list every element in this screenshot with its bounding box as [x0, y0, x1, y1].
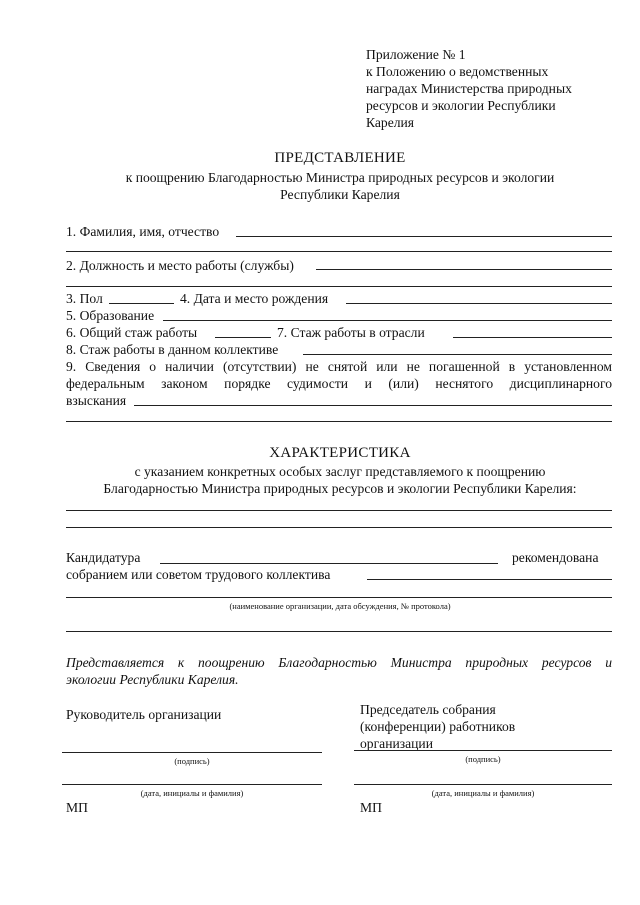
candidacy-collective-label: собранием или советом трудового коллектива [66, 567, 331, 582]
chairman-signature-line[interactable] [354, 750, 612, 751]
head-signature-line[interactable] [62, 752, 322, 753]
appendix-line: наградах Министерства природных [366, 81, 572, 96]
chairman-date-line[interactable] [354, 784, 612, 785]
head-date-caption: (дата, инициалы и фамилия) [140, 788, 244, 798]
field-9-line-1: 9. Сведения о наличии (отсутствии) не снятой или не погашенной в установленном [66, 359, 612, 374]
field-8-input-line[interactable] [303, 354, 612, 355]
field-2-extra-line[interactable] [66, 286, 612, 287]
field-7-input-line[interactable] [453, 337, 612, 338]
chairman-date-caption: (дата, инициалы и фамилия) [431, 788, 535, 798]
representation-subtitle-1: к поощрению Благодарностью Министра природных ресурсов и экологии [125, 170, 555, 185]
field-6-label: 6. Общий стаж работы [66, 325, 198, 340]
field-8-label: 8. Стаж работы в данном коллективе [66, 342, 279, 357]
field-2-label: 2. Должность и место работы (службы) [66, 258, 294, 273]
appendix-line: Приложение № 1 [366, 47, 466, 62]
chairman-title-line-1: Председатель собрания [360, 702, 496, 717]
candidacy-collective-input-line[interactable] [367, 579, 612, 580]
chairman-title-line-2: (конференции) работников [360, 719, 516, 734]
candidacy-recommended: рекомендована [512, 550, 599, 565]
representation-subtitle-2: Республики Карелия [280, 187, 400, 202]
statement-line-2: экологии Республики Карелия. [66, 672, 239, 687]
head-stamp-label: МП [66, 800, 88, 815]
head-date-line[interactable] [62, 784, 322, 785]
characteristic-subtitle-2: Благодарностью Министра природных ресурсов и экологии Республики Карелия: [103, 481, 577, 496]
field-9-input-line[interactable] [134, 405, 612, 406]
field-4-label: 4. Дата и место рождения [180, 291, 329, 306]
field-9-extra-line[interactable] [66, 421, 612, 422]
field-1-extra-line[interactable] [66, 251, 612, 252]
characteristic-subtitle-1: с указанием конкретных особых заслуг представляемого к поощрению [134, 464, 546, 479]
characteristic-input-line[interactable] [66, 510, 612, 511]
head-signature-caption: (подпись) [174, 756, 210, 766]
field-7-label: 7. Стаж работы в отрасли [277, 325, 425, 340]
field-9-line-3: взыскания [66, 393, 127, 408]
field-3-input-line[interactable] [109, 303, 174, 304]
candidacy-caption: (наименование организации, дата обсуждения, № протокола) [229, 601, 451, 611]
head-of-organization-label: Руководитель организации [66, 707, 222, 722]
appendix-line: ресурсов и экологии Республики [366, 98, 556, 113]
characteristic-input-line[interactable] [66, 527, 612, 528]
field-1-label: 1. Фамилия, имя, отчество [66, 224, 220, 239]
appendix-header [366, 46, 572, 131]
field-9-line-2: федеральным законом порядке судимости и (или) неснятого дисциплинарного [66, 376, 612, 391]
candidacy-input-line[interactable] [160, 563, 498, 564]
candidacy-organization-line[interactable] [66, 597, 612, 598]
appendix-line: Карелия [366, 115, 415, 130]
representation-title: ПРЕДСТАВЛЕНИЕ [274, 150, 406, 166]
field-4-input-line[interactable] [346, 303, 612, 304]
candidacy-extra-line[interactable] [66, 631, 612, 632]
field-5-input-line[interactable] [163, 320, 612, 321]
characteristic-title: ХАРАКТЕРИСТИКА [269, 445, 411, 461]
chairman-title-line-3: организации [360, 736, 433, 751]
appendix-line: к Положению о ведомственных [366, 64, 549, 79]
candidacy-label: Кандидатура [66, 550, 141, 565]
field-1-input-line[interactable] [236, 236, 612, 237]
chairman-signature-caption: (подпись) [465, 754, 501, 764]
field-6-input-line[interactable] [215, 337, 271, 338]
field-5-label: 5. Образование [66, 308, 155, 323]
field-3-label: 3. Пол [66, 291, 103, 306]
field-2-input-line[interactable] [316, 269, 612, 270]
chairman-stamp-label: МП [360, 800, 382, 815]
statement-line-1: Представляется к поощрению Благодарностью Министра природных ресурсов и [66, 655, 612, 670]
